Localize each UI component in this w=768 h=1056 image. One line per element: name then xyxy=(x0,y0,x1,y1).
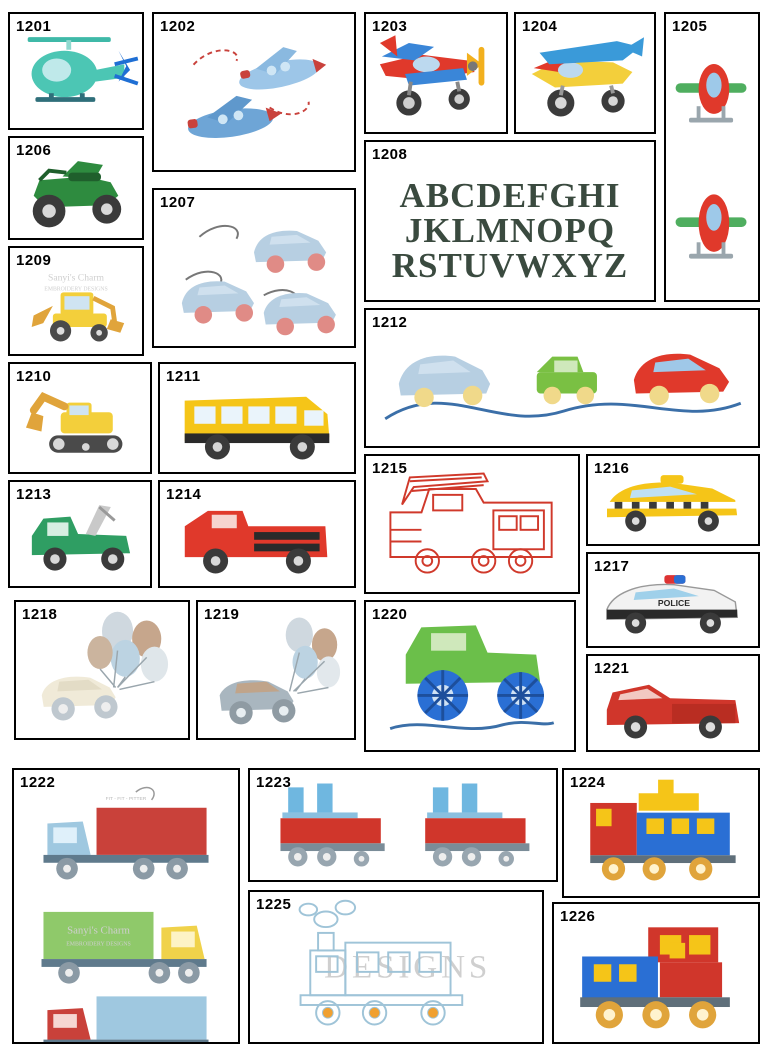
design-code-1212: 1212 xyxy=(372,314,408,331)
design-code-1223: 1223 xyxy=(256,774,292,791)
design-cell-1225[interactable] xyxy=(248,890,544,1044)
design-cell-1219[interactable] xyxy=(196,600,356,740)
design-cell-1215[interactable] xyxy=(364,454,580,594)
design-code-1207: 1207 xyxy=(160,194,196,211)
design-code-1204: 1204 xyxy=(522,18,558,35)
svg-text:FIT - FIT - PITTER: FIT - FIT - PITTER xyxy=(105,796,147,802)
design-code-1208: 1208 xyxy=(372,146,408,163)
alphabet-row-1: ABCDEFGHI xyxy=(399,175,621,215)
design-cell-1208[interactable] xyxy=(364,140,656,302)
design-cell-1205[interactable] xyxy=(664,12,760,302)
design-code-1209: 1209 xyxy=(16,252,52,269)
design-code-1214: 1214 xyxy=(166,486,202,503)
design-code-1224: 1224 xyxy=(570,774,606,791)
svg-text:Sanyi's Charm: Sanyi's Charm xyxy=(67,924,130,937)
design-cell-1202[interactable] xyxy=(152,12,356,172)
watermark-shop: Sanyi's Charm xyxy=(47,272,105,284)
design-code-1226: 1226 xyxy=(560,908,596,925)
design-code-1221: 1221 xyxy=(594,660,630,677)
design-cell-1201[interactable] xyxy=(8,12,144,130)
design-code-1213: 1213 xyxy=(16,486,52,503)
design-cell-1220[interactable] xyxy=(364,600,576,752)
watermark-sub: EMBROIDERY DESIGNS xyxy=(44,286,108,293)
design-cell-1210[interactable] xyxy=(8,362,152,474)
design-cell-1204[interactable] xyxy=(514,12,656,134)
design-code-1222: 1222 xyxy=(20,774,56,791)
design-cell-1209[interactable] xyxy=(8,246,144,356)
two-blue-cars-art xyxy=(154,190,354,346)
design-code-1217: 1217 xyxy=(594,558,630,575)
design-code-1225: 1225 xyxy=(256,896,292,913)
alphabet-art xyxy=(366,164,654,296)
design-cell-1203[interactable] xyxy=(364,12,508,134)
design-cell-1226[interactable] xyxy=(552,902,760,1044)
design-cell-1214[interactable] xyxy=(158,480,356,588)
three-dump-trucks-art xyxy=(14,770,238,1042)
design-code-1211: 1211 xyxy=(166,368,201,385)
alphabet-row-3: RSTUVWXYZ xyxy=(391,245,629,285)
design-code-1215: 1215 xyxy=(372,460,408,477)
design-code-1210: 1210 xyxy=(16,368,52,385)
design-code-1220: 1220 xyxy=(372,606,408,623)
design-code-1201: 1201 xyxy=(16,18,52,35)
design-cell-1224[interactable] xyxy=(562,768,760,898)
design-code-1218: 1218 xyxy=(22,606,58,623)
design-cell-1223[interactable] xyxy=(248,768,558,882)
watermark-designs: DESIGNS xyxy=(324,948,492,986)
design-cell-1206[interactable] xyxy=(8,136,144,240)
monster-truck-art xyxy=(366,602,574,750)
design-cell-1211[interactable] xyxy=(158,362,356,474)
design-code-1202: 1202 xyxy=(160,18,196,35)
police-label: POLICE xyxy=(657,597,690,608)
alphabet-row-2: JKLMNOPQ xyxy=(404,210,616,250)
design-cell-1216[interactable] xyxy=(586,454,760,546)
three-cars-hill-art xyxy=(366,310,758,446)
svg-text:EMBROIDERY DESIGNS: EMBROIDERY DESIGNS xyxy=(66,941,131,948)
design-cell-1207[interactable] xyxy=(152,188,356,348)
design-code-1219: 1219 xyxy=(204,606,240,623)
design-code-1206: 1206 xyxy=(16,142,52,159)
two-airplanes-art xyxy=(154,14,354,170)
design-cell-1213[interactable] xyxy=(8,480,152,588)
design-cell-1222[interactable] xyxy=(12,768,240,1044)
design-code-1203: 1203 xyxy=(372,18,408,35)
design-code-1216: 1216 xyxy=(594,460,630,477)
design-cell-1221[interactable] xyxy=(586,654,760,752)
design-cell-1217[interactable] xyxy=(586,552,760,648)
design-cell-1212[interactable] xyxy=(364,308,760,448)
outline-train-art xyxy=(250,892,542,1042)
two-red-trains-art xyxy=(250,770,556,880)
design-cell-1218[interactable] xyxy=(14,600,190,740)
design-code-1205: 1205 xyxy=(672,18,708,35)
two-small-planes-art xyxy=(666,14,758,300)
